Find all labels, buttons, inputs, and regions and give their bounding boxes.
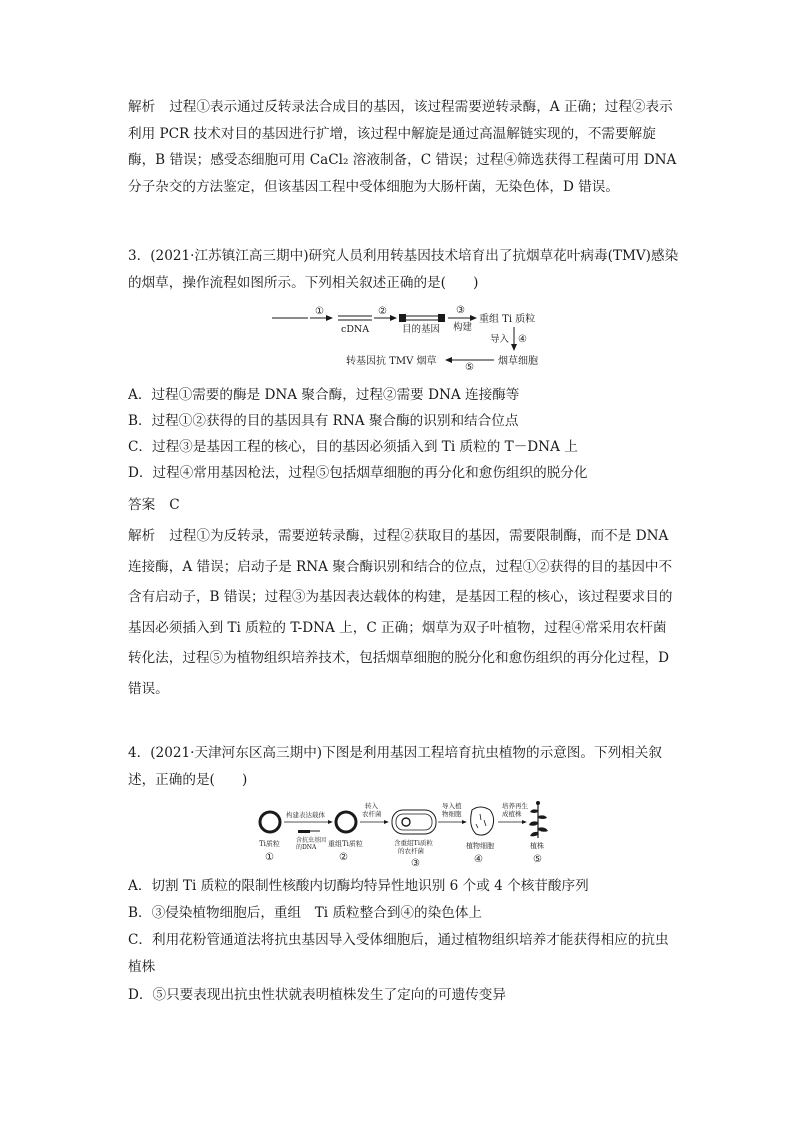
svg-text:导入植: 导入植	[442, 802, 462, 810]
agro-cell	[392, 810, 436, 834]
plant-label: 植株	[530, 842, 544, 850]
recombinant-label: 重组Ti质粒	[328, 840, 363, 848]
construct-label: 构建	[453, 322, 473, 333]
agro-label: 含重组Ti质粒	[394, 839, 433, 847]
n2-label: ②	[339, 852, 348, 863]
ti-plasmid-label: Ti质粒	[259, 840, 280, 848]
q3-option-c: C．过程③是基因工程的核心，目的基因必须插入到 Ti 质粒的 T－DNA 上	[128, 439, 578, 455]
n4-label: ④	[474, 854, 483, 865]
answer-value: C	[169, 497, 180, 513]
svg-text:转入: 转入	[365, 802, 378, 810]
step-5-label: ⑤	[465, 362, 474, 372]
q3-answer	[128, 492, 688, 518]
ti-plasmid-ring	[260, 812, 280, 832]
insect-dna-label: 含抗虫基因	[296, 837, 327, 844]
q4-process-diagram	[254, 798, 554, 870]
n5-label: ⑤	[533, 854, 542, 865]
q4-option-d: D．⑤只要表现出抗虫性状就表明植株发生了定向的可遗传变异	[128, 987, 506, 1003]
q2-analysis	[128, 94, 680, 200]
plant-cell-label: 植物细胞	[466, 842, 494, 850]
q4-option-b: B．③侵染植物细胞后，重组 Ti 质粒整合到④的染色体上	[128, 905, 482, 921]
build-vector-label: 构建表达载体	[286, 811, 325, 819]
analysis-label: 解析	[128, 528, 156, 544]
import-label: 导入	[490, 334, 510, 345]
q3-option-d: D．过程④常用基因枪法，过程⑤包括烟草细胞的再分化和愈伤组织的脱分化	[128, 465, 588, 481]
analysis-label: 解析	[128, 99, 156, 115]
step-2-label: ②	[378, 306, 387, 317]
plant-cell	[471, 807, 494, 835]
q3-analysis	[128, 521, 680, 704]
q4-stem: 4．(2021·天津河东区高三期中)下图是利用基因工程培育抗虫植物的示意图。下列相关叙述，正确的是( )	[128, 745, 662, 788]
step-3-label: ③	[456, 305, 465, 316]
analysis-text: 过程①为反转录，需要逆转录酶，过程②获取目的基因，需要限制酶，而不是 DNA 连接酶，A 错误；启动子是 RNA 聚合酶识别和结合的位点，过程①②获得的目的基因中不含有启动子，B 错误；过程③为基因表达载体的构建，是基因工程的核心，该过程要求目的基因必须插入到 Ti 质粒的 T-DNA 上，C 正确；烟草为双子叶植物，过程④常采用农杆菌转化法，过程⑤为植物组织培养技术，包括烟草细胞的脱分化和愈伤组织的再分化过程，D 错误。	[128, 528, 673, 697]
svg-text:物细胞: 物细胞	[442, 810, 462, 818]
answer-label: 答案	[128, 497, 156, 513]
plant-icon	[529, 801, 548, 838]
q3-option-a: A．过程①需要的酶是 DNA 聚合酶，过程②需要 DNA 连接酶等	[128, 387, 520, 403]
transgenic-label: 转基因抗 TMV 烟草	[346, 356, 437, 367]
tobacco-cell-label: 烟草细胞	[498, 356, 538, 367]
svg-text:成植株: 成植株	[502, 810, 522, 818]
svg-text:培养再生: 培养再生	[502, 802, 528, 810]
n3-label: ③	[411, 858, 420, 869]
svg-text:的DNA: 的DNA	[296, 844, 317, 851]
q3-option-b: B．过程①②获得的目的基因具有 RNA 聚合酶的识别和结合位点	[128, 413, 519, 429]
recombinant-label: 重组 Ti 质粒	[479, 314, 536, 325]
svg-text:农杆菌: 农杆菌	[362, 810, 382, 818]
analysis-text: 过程①表示通过反转录法合成目的基因，该过程需要逆转录酶，A 正确；过程②表示利用 PCR 技术对目的基因进行扩增，该过程中解旋是通过高温解链实现的，不需要解旋酶，B 错误；感受态细胞可用 CaCl₂ 溶液制备，C 错误；过程④筛选获得工程菌可用 DNA 分子杂交的方法鉴定，但该基因工程中受体细胞为大肠杆菌，无染色体，D 错误。	[128, 99, 677, 195]
q3-flow-diagram	[268, 300, 568, 372]
q4-option-a: A．切割 Ti 质粒的限制性核酸内切酶均特异性地识别 6 个或 4 个核苷酸序列	[128, 878, 589, 894]
cdna-label: cDNA	[341, 324, 370, 335]
target-gene-label: 目的基因	[402, 324, 441, 335]
n1-label: ①	[265, 852, 274, 863]
q4-option-c: C．利用花粉管通道法将抗虫基因导入受体细胞后，通过植物组织培养才能获得相应的抗虫植株	[128, 932, 669, 975]
step-4-label: ④	[518, 334, 527, 345]
svg-text:的农杆菌: 的农杆菌	[398, 847, 424, 855]
q3-stem: 3．(2021·江苏镇江高三期中)研究人员利用转基因技术培育出了抗烟草花叶病毒(TMV)感染的烟草，操作流程如图所示。下列相关叙述正确的是( )	[128, 248, 679, 291]
step-1-label: ①	[315, 306, 324, 317]
recombinant-ring	[336, 812, 356, 832]
